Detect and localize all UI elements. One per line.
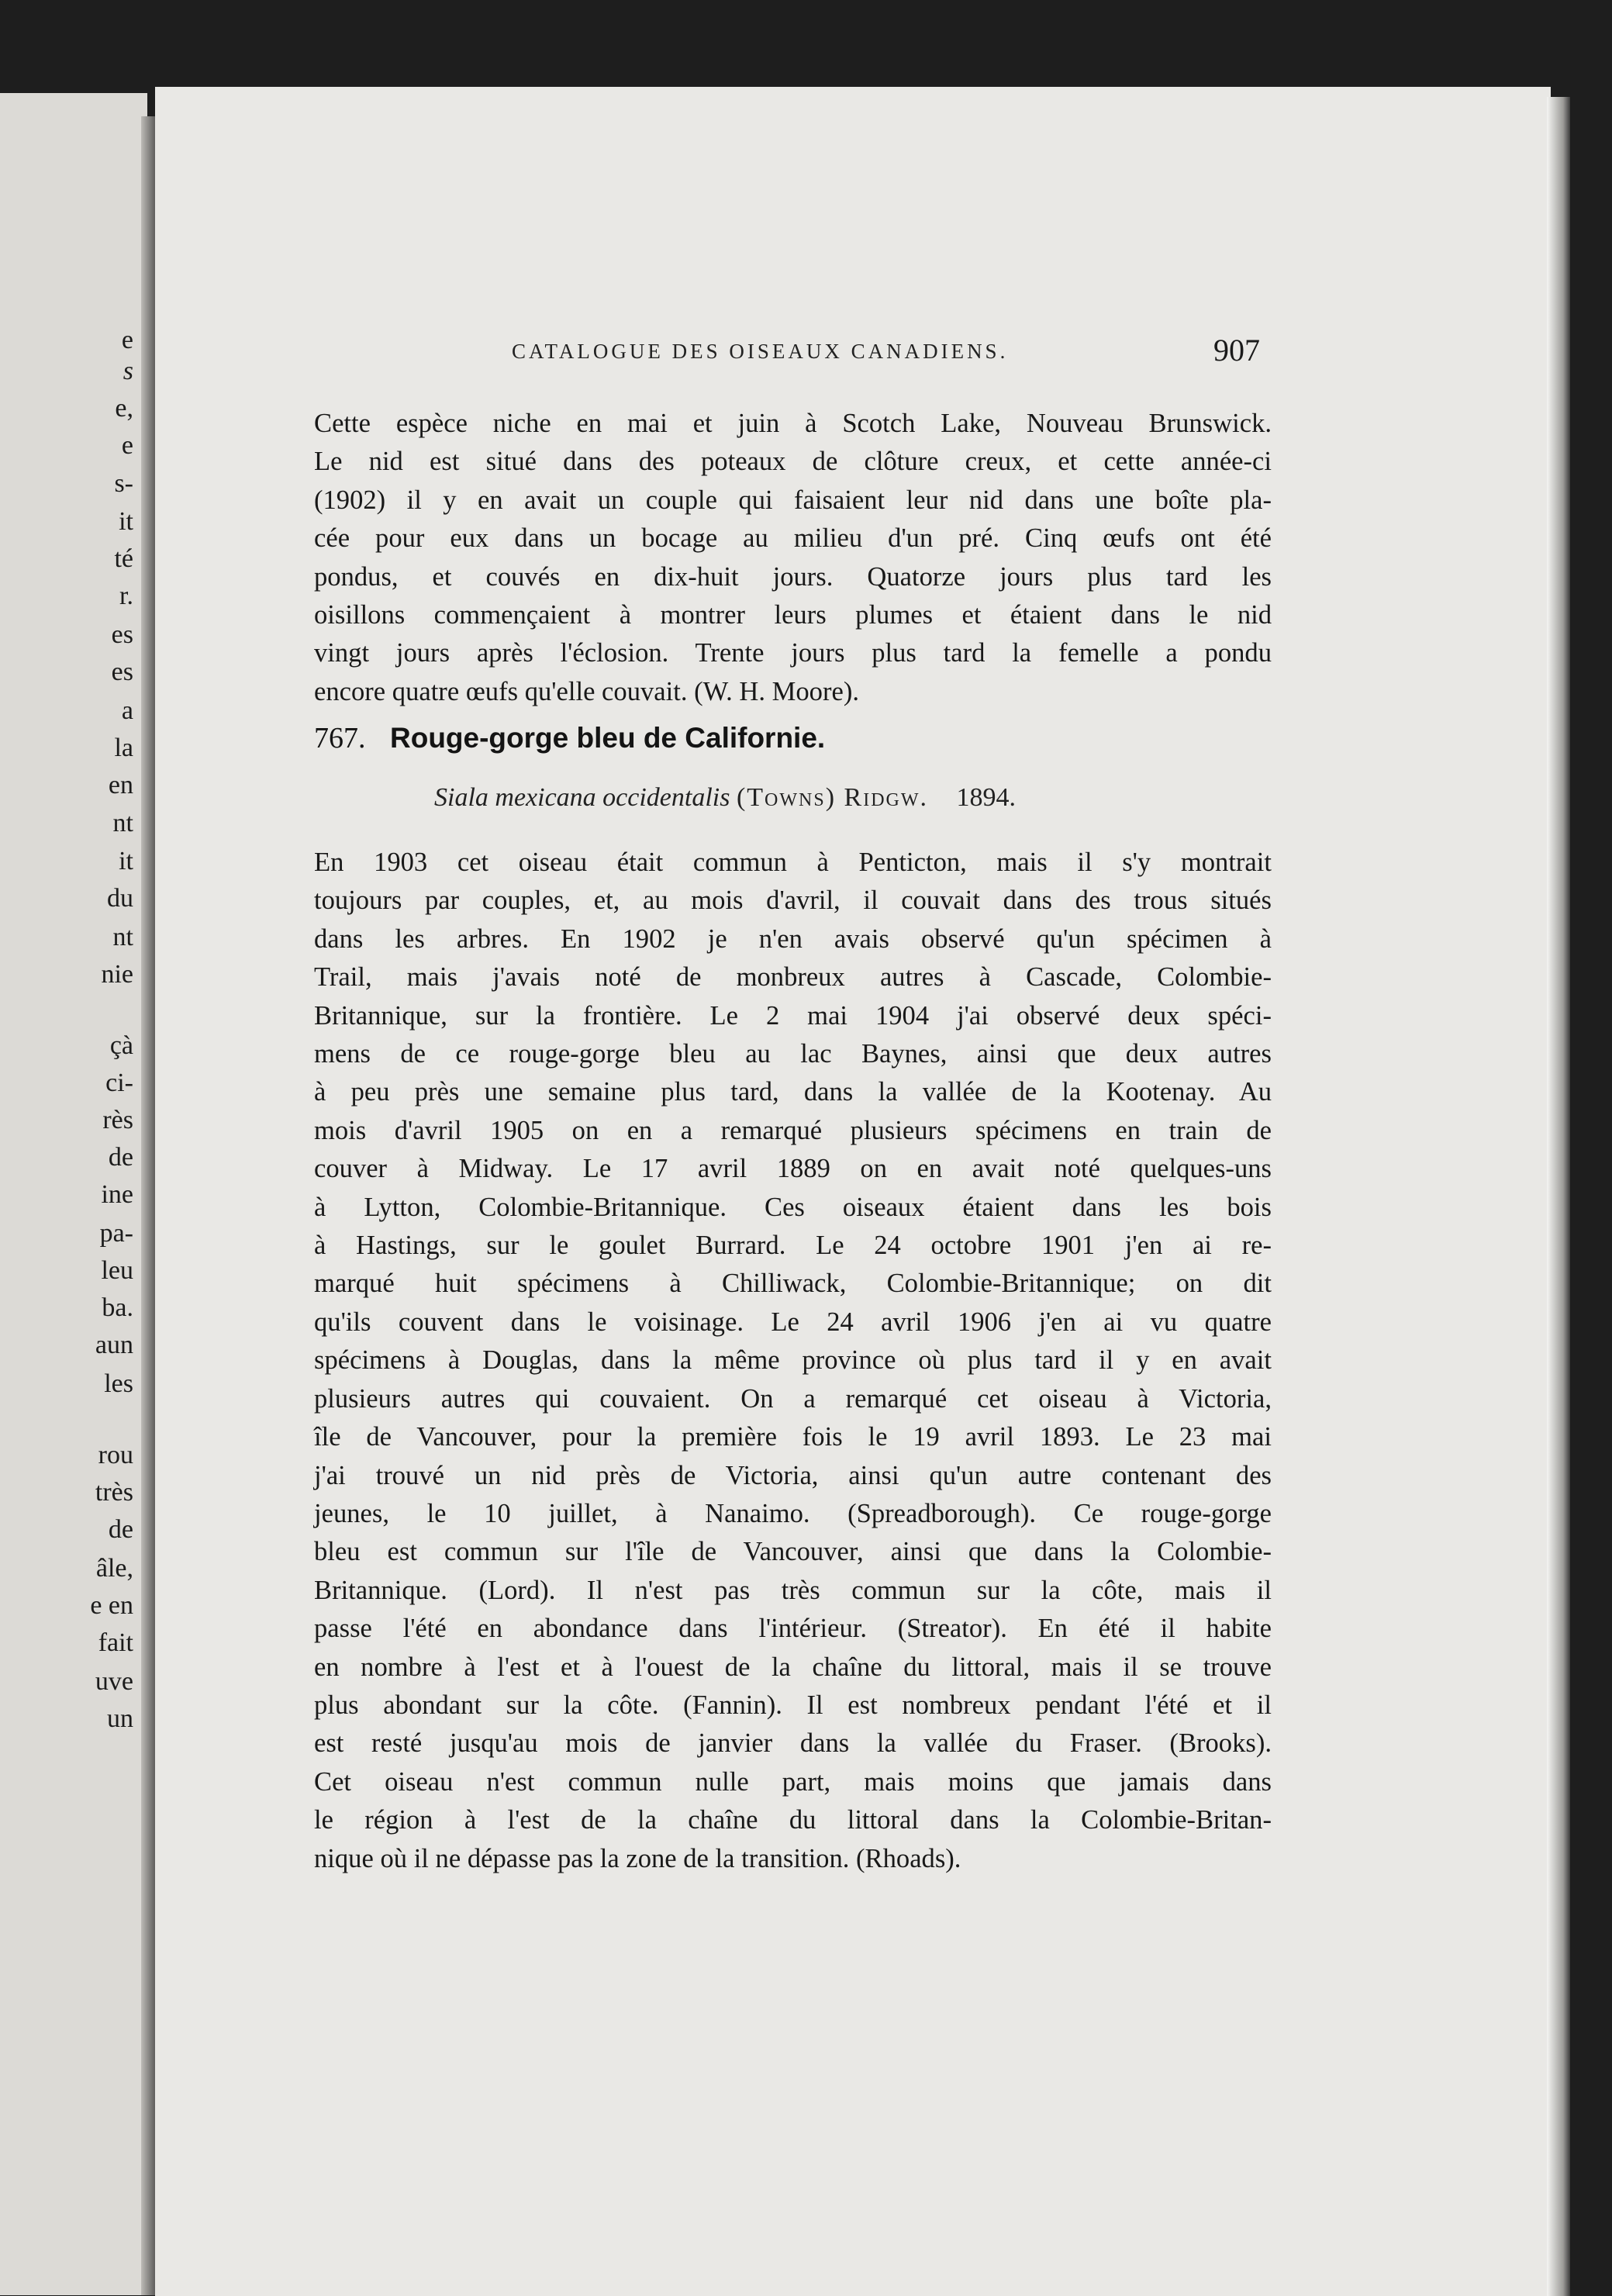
text-line: à Hastings, sur le goulet Burrard. Le 24 octobre 1901 j'en ai re-	[314, 1231, 1272, 1261]
text-line: nique où il ne dépasse pas la zone de la transition. (Rhoads).	[314, 1843, 961, 1873]
left-page-fragment: a	[121, 696, 133, 725]
left-page-fragment: e	[121, 326, 133, 354]
text-line: à Lytton, Colombie-Britannique. Ces oiseaux étaient dans les bois	[314, 1192, 1272, 1222]
left-page-fragment: e,	[115, 394, 133, 423]
text-line: à peu près une semaine plus tard, dans la vallée de la Kootenay. Au	[314, 1077, 1272, 1107]
year: 1894.	[956, 783, 1017, 812]
left-page-fragment: es	[111, 658, 133, 686]
species-number: 767.	[314, 722, 366, 754]
left-page-fragment: r.	[119, 582, 133, 610]
page-edge	[1547, 97, 1570, 2296]
left-page-fragment: aun	[95, 1331, 133, 1359]
text-line: Britannique. (Lord). Il n'est pas très commun sur la côte, mais il	[314, 1575, 1272, 1605]
left-page-fragment: nt	[112, 923, 133, 951]
text-line: pondus, et couvés en dix-huit jours. Quatorze jours plus tard les	[314, 561, 1272, 592]
left-page-fragment: uve	[95, 1667, 133, 1696]
text-line: marqué huit spécimens à Chilliwack, Colombie-Britannique; on dit	[314, 1269, 1272, 1299]
left-page-fragment: nt	[112, 809, 133, 837]
left-page-fragment: it	[119, 507, 133, 536]
left-page-fragment: les	[104, 1369, 133, 1398]
text-line: Britannique, sur la frontière. Le 2 mai 1904 j'ai observé deux spéci-	[314, 1000, 1272, 1031]
text-line: Cette espèce niche en mai et juin à Scotch Lake, Nouveau Brunswick.	[314, 409, 1272, 438]
text-line: mens de ce rouge-gorge bleu au lac Baynes, ainsi que deux autres	[314, 1039, 1272, 1069]
left-facing-page	[0, 93, 147, 2295]
left-page-fragment: nie	[101, 960, 133, 989]
left-page-fragment: ine	[101, 1180, 133, 1209]
scientific-name-line	[434, 783, 1016, 813]
text-line: mois d'avril 1905 on en a remarqué plusieurs spécimens en train de	[314, 1115, 1272, 1145]
text-line: île de Vancouver, pour la première fois le 19 avril 1893. Le 23 mai	[314, 1422, 1272, 1452]
text-line: j'ai trouvé un nid près de Victoria, ainsi qu'un autre contenant des	[314, 1460, 1272, 1490]
text-line: bleu est commun sur l'île de Vancouver, ainsi que dans la Colombie-	[314, 1537, 1272, 1567]
text-line: couver à Midway. Le 17 avril 1889 on en avait noté quelques-uns	[314, 1154, 1272, 1184]
species-title: Rouge-gorge bleu de Californie.	[390, 722, 826, 754]
text-line: vingt jours après l'éclosion. Trente jours plus tard la femelle a pondu	[314, 638, 1272, 668]
text-line: passe l'été en abondance dans l'intérieur. (Streator). En été il habite	[314, 1614, 1272, 1644]
left-page-fragment: leu	[101, 1256, 133, 1285]
left-page-fragment: ci-	[105, 1069, 133, 1097]
left-page-fragment: es	[111, 620, 133, 649]
left-page-fragment: e en	[90, 1591, 133, 1620]
text-line: Cet oiseau n'est commun nulle part, mais moins que jamais dans	[314, 1766, 1272, 1797]
text-line: Le nid est situé dans des poteaux de clôture creux, et cette année-ci	[314, 447, 1272, 477]
text-line: spécimens à Douglas, dans la même province où plus tard il y en avait	[314, 1345, 1272, 1376]
page-number: 907	[1213, 333, 1260, 368]
left-page-fragment: très	[95, 1478, 133, 1507]
authority: (Towns) Ridgw.	[736, 783, 929, 812]
left-page-fragment: çà	[109, 1031, 133, 1060]
left-page-fragment: de	[108, 1143, 133, 1172]
text-line: (1902) il y en avait un couple qui faisaient leur nid dans une boîte pla-	[314, 485, 1272, 515]
text-line: est resté jusqu'au mois de janvier dans la vallée du Fraser. (Brooks).	[314, 1728, 1272, 1759]
left-page-fragment: pa-	[99, 1219, 133, 1248]
text-line: encore quatre œufs qu'elle couvait. (W. H. Moore).	[314, 676, 859, 706]
text-line: oisillons commençaient à montrer leurs plumes et étaient dans le nid	[314, 600, 1272, 630]
intro-paragraph	[314, 405, 1272, 711]
text-line: En 1903 cet oiseau était commun à Penticton, mais il s'y montrait	[314, 848, 1272, 877]
text-line: qu'ils couvent dans le voisinage. Le 24 avril 1906 j'en ai vu quatre	[314, 1307, 1272, 1337]
left-page-fragment: rou	[98, 1441, 133, 1469]
left-page-fragment: en	[108, 771, 133, 799]
left-page-fragment: la	[114, 734, 133, 762]
text-line: en nombre à l'est et à l'ouest de la chaîne du littoral, mais il se trouve	[314, 1652, 1272, 1682]
left-page-fragment: de	[108, 1515, 133, 1544]
left-page-fragment: s	[123, 357, 133, 385]
text-line: plusieurs autres qui couvaient. On a remarqué cet oiseau à Victoria,	[314, 1383, 1272, 1414]
left-page-fragment: un	[107, 1704, 133, 1733]
left-page-fragment: fait	[98, 1628, 133, 1657]
text-line: jeunes, le 10 juillet, à Nanaimo. (Spreadborough). Ce rouge-gorge	[314, 1498, 1272, 1528]
text-line: Trail, mais j'avais noté de monbreux autres à Cascade, Colombie-	[314, 962, 1272, 993]
text-line: toujours par couples, et, au mois d'avril, il couvait dans des trous situés	[314, 886, 1272, 916]
text-line: dans les arbres. En 1902 je n'en avais observé qu'un spécimen à	[314, 924, 1272, 954]
scientific-name: Siala mexicana occidentalis	[434, 783, 730, 812]
running-head: CATALOGUE DES OISEAUX CANADIENS.	[512, 340, 1009, 363]
species-heading	[314, 721, 825, 755]
species-account	[314, 844, 1272, 1878]
left-page-fragment: e	[121, 431, 133, 460]
left-page-fragment: s-	[114, 469, 133, 498]
left-page-fragment: it	[119, 847, 133, 875]
left-page-fragment: té	[114, 544, 133, 573]
text-line: le région à l'est de la chaîne du littoral dans la Colombie-Britan-	[314, 1805, 1272, 1835]
left-page-fragment: du	[107, 884, 133, 913]
left-page-fragment: rès	[102, 1106, 133, 1134]
left-page-fragment: âle,	[95, 1554, 133, 1583]
text-line: cée pour eux dans un bocage au milieu d'un pré. Cinq œufs ont été	[314, 523, 1272, 554]
text-line: plus abondant sur la côte. (Fannin). Il est nombreux pendant l'été et il	[314, 1690, 1272, 1720]
left-page-fragment: ba.	[102, 1293, 133, 1322]
